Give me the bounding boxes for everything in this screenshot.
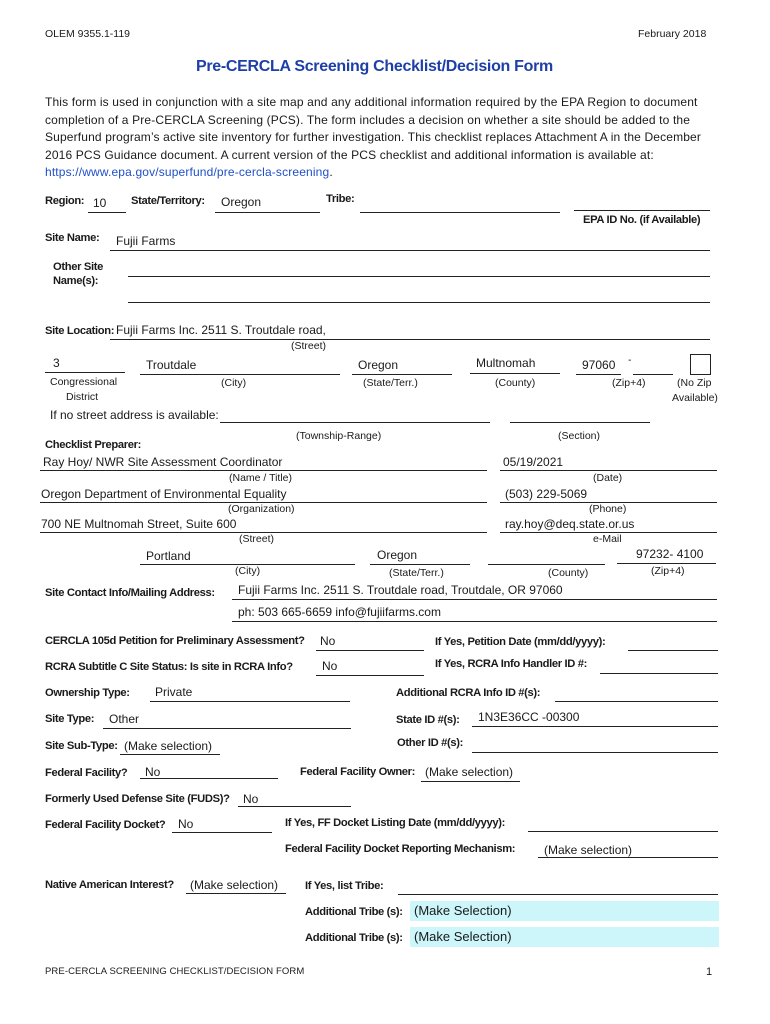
region-label: Region:	[45, 195, 85, 207]
intro-end: .	[329, 165, 333, 180]
additional-rcra-label: Additional RCRA Info ID #(s):	[396, 687, 541, 699]
state-caption: (State/Terr.)	[363, 377, 418, 389]
prep-zip-value[interactable]: 97232- 4100	[636, 547, 704, 561]
if-yes-tribe-label: If Yes, list Tribe:	[305, 880, 384, 892]
site-contact-underline-2	[232, 621, 717, 622]
native-american-underline	[186, 893, 286, 894]
township-range-field[interactable]	[220, 422, 490, 423]
no-zip-checkbox[interactable]	[690, 354, 711, 375]
site-subtype-value[interactable]: (Make selection)	[124, 739, 213, 753]
section-caption: (Section)	[558, 430, 601, 442]
preparer-name-underline	[40, 470, 487, 471]
state-id-value[interactable]: 1N3E36CC -00300	[478, 710, 580, 724]
congressional-caption-1: Congressional	[50, 376, 118, 388]
zip-underline	[576, 374, 621, 375]
no-zip-caption-2: Available)	[672, 392, 718, 404]
section-field[interactable]	[510, 422, 650, 423]
site-name-label: Site Name:	[45, 232, 100, 244]
federal-facility-underline	[140, 778, 278, 779]
if-yes-tribe-field[interactable]	[398, 894, 718, 895]
state-id-underline	[472, 726, 718, 727]
prep-zip-underline	[617, 563, 716, 564]
additional-tribe-label-1: Additional Tribe (s):	[305, 906, 403, 918]
county-underline	[470, 373, 560, 374]
native-american-label: Native American Interest?	[45, 879, 174, 891]
date-caption: (Date)	[593, 472, 623, 484]
additional-tribe-select-2[interactable]: (Make Selection)	[410, 927, 719, 947]
other-site-names-field-1[interactable]	[128, 276, 710, 277]
city-underline	[140, 374, 340, 375]
document-date: February 2018	[638, 28, 707, 40]
site-location-label: Site Location:	[45, 325, 115, 337]
other-id-field[interactable]	[472, 752, 718, 753]
rcra-handler-label: If Yes, RCRA Info Handler ID #:	[435, 658, 588, 670]
fuds-underline	[238, 806, 351, 807]
phone-caption: (Phone)	[589, 503, 627, 515]
ownership-type-value[interactable]: Private	[155, 685, 193, 699]
checklist-preparer-label: Checklist Preparer:	[45, 439, 141, 451]
site-subtype-label: Site Sub-Type:	[45, 740, 118, 752]
state-territory-underline	[215, 212, 320, 213]
page-title: Pre-CERCLA Screening Checklist/Decision Form	[196, 58, 553, 75]
region-value[interactable]: 10	[93, 196, 107, 210]
ff-docket-date-field[interactable]	[528, 831, 718, 832]
site-type-underline	[103, 728, 351, 729]
cercla-105d-label: CERCLA 105d Petition for Preliminary Assessment?	[45, 635, 305, 647]
federal-facility-label: Federal Facility?	[45, 767, 128, 779]
federal-facility-owner-label: Federal Facility Owner:	[300, 766, 416, 778]
additional-tribe-label-2: Additional Tribe (s):	[305, 932, 403, 944]
ownership-type-label: Ownership Type:	[45, 687, 130, 699]
county-value[interactable]: Multnomah	[476, 356, 536, 370]
ff-docket-date-label: If Yes, FF Docket Listing Date (mm/dd/yyyy):	[285, 817, 506, 829]
prep-state-underline	[370, 564, 470, 565]
native-american-value[interactable]: (Make selection)	[190, 878, 279, 892]
rcra-status-underline	[316, 675, 424, 676]
name-title-caption: (Name / Title)	[229, 472, 293, 484]
cercla-105d-value[interactable]: No	[320, 634, 336, 648]
fuds-label: Formerly Used Defense Site (FUDS)?	[45, 793, 230, 805]
region-underline	[88, 212, 126, 213]
ff-docket-underline	[172, 832, 272, 833]
prep-state-value[interactable]: Oregon	[377, 548, 418, 562]
state-value[interactable]: Oregon	[358, 358, 399, 372]
organization-caption: (Organization)	[228, 503, 295, 515]
zip4-caption: (Zip+4)	[612, 377, 646, 389]
site-location-underline	[110, 339, 710, 340]
cercla-105d-underline	[316, 650, 424, 651]
other-site-names-label-1: Other Site	[53, 261, 103, 273]
site-location-value[interactable]: Fujii Farms Inc. 2511 S. Troutdale road,	[116, 323, 326, 337]
petition-date-label: If Yes, Petition Date (mm/dd/yyyy):	[435, 636, 606, 648]
congressional-caption-2: District	[66, 391, 99, 403]
email-value[interactable]: ray.hoy@deq.state.or.us	[505, 517, 635, 531]
prep-street-value[interactable]: 700 NE Multnomah Street, Suite 600	[41, 517, 237, 531]
phone-value[interactable]: (503) 229-5069	[505, 487, 588, 501]
fuds-value[interactable]: No	[243, 792, 259, 806]
footer-title: PRE-CERCLA SCREENING CHECKLIST/DECISION FORM	[45, 966, 305, 977]
ff-docket-mechanism-value[interactable]: (Make selection)	[544, 843, 633, 857]
state-territory-value[interactable]: Oregon	[221, 195, 262, 209]
site-contact-underline-1	[232, 599, 717, 600]
email-caption: e-Mail	[593, 533, 622, 545]
pcs-link[interactable]: https://www.epa.gov/superfund/pre-cercla-screening	[45, 165, 330, 180]
rcra-handler-field[interactable]	[600, 673, 718, 674]
preparer-date-value[interactable]: 05/19/2021	[503, 455, 564, 469]
petition-date-field[interactable]	[628, 650, 718, 651]
site-type-label: Site Type:	[45, 713, 95, 725]
zip-value[interactable]: 97060	[582, 358, 616, 372]
congressional-district-underline	[45, 372, 125, 373]
city-caption: (City)	[221, 377, 247, 389]
page-number: 1	[706, 966, 713, 978]
additional-tribe-select-1[interactable]: (Make Selection)	[410, 901, 719, 921]
prep-zip-caption: (Zip+4)	[651, 565, 685, 577]
prep-county-field[interactable]	[488, 564, 605, 565]
street-caption: (Street)	[291, 340, 327, 352]
intro-paragraph	[45, 94, 710, 182]
prep-city-caption: (City)	[235, 565, 261, 577]
site-name-value[interactable]: Fujii Farms	[116, 234, 176, 248]
site-contact-label: Site Contact Info/Mailing Address:	[45, 587, 215, 599]
preparer-date-underline	[500, 470, 717, 471]
federal-facility-owner-underline	[421, 781, 520, 782]
city-value[interactable]: Troutdale	[146, 358, 197, 372]
ownership-type-underline	[150, 701, 350, 702]
township-range-caption: (Township-Range)	[296, 430, 382, 442]
prep-street-caption: (Street)	[239, 533, 275, 545]
zip-dash: -	[628, 354, 632, 366]
state-underline	[352, 374, 452, 375]
county-caption: (County)	[495, 377, 536, 389]
additional-rcra-field[interactable]	[555, 701, 718, 702]
site-name-underline	[110, 250, 710, 251]
document-reference: OLEM 9355.1-119	[45, 28, 131, 40]
prep-county-caption: (County)	[548, 567, 589, 579]
ff-docket-mechanism-underline	[538, 857, 718, 858]
site-type-value[interactable]: Other	[109, 712, 140, 726]
intro-text: This form is used in conjunction with a site map and any additional information required by the EPA Region to document completion of a Pre-CERCLA Screening (PCS). The form includes a decision on whether a site should be added to the Superfund program’s active site inventory for further investigation. This checklist replaces Attachment A in the December 2016 PCS Guidance document. A current version of the PCS checklist and additional information is available at:	[45, 95, 702, 162]
site-subtype-underline	[120, 754, 220, 755]
ff-docket-mechanism-label: Federal Facility Docket Reporting Mechanism:	[285, 843, 516, 855]
tribe-field[interactable]	[360, 212, 560, 213]
rcra-status-value[interactable]: No	[322, 659, 338, 673]
prep-city-value[interactable]: Portland	[146, 549, 191, 563]
federal-facility-owner-value[interactable]: (Make selection)	[425, 765, 514, 779]
no-zip-caption-1: (No Zip	[677, 377, 712, 389]
organization-value[interactable]: Oregon Department of Environmental Equality	[41, 487, 287, 501]
no-street-label: If no street address is available:	[50, 408, 219, 422]
zip4-underline[interactable]	[633, 374, 673, 375]
federal-facility-value[interactable]: No	[145, 765, 161, 779]
state-id-label: State ID #(s):	[396, 714, 460, 726]
tribe-label: Tribe:	[326, 193, 355, 205]
state-territory-label: State/Territory:	[131, 195, 205, 207]
preparer-name-value[interactable]: Ray Hoy/ NWR Site Assessment Coordinator	[43, 455, 283, 469]
rcra-status-label: RCRA Subtitle C Site Status: Is site in RCRA Info?	[45, 661, 293, 673]
site-contact-value-1[interactable]: Fujii Farms Inc. 2511 S. Troutdale road, Troutdale, OR 97060	[238, 583, 563, 597]
epa-id-field[interactable]	[574, 210, 710, 211]
ff-docket-label: Federal Facility Docket?	[45, 819, 166, 831]
congressional-district-value[interactable]: 3	[53, 356, 60, 370]
ff-docket-value[interactable]: No	[178, 817, 194, 831]
epa-id-label: EPA ID No. (if Available)	[583, 214, 701, 226]
prep-state-caption: (State/Terr.)	[389, 567, 444, 579]
other-id-label: Other ID #(s):	[397, 737, 463, 749]
other-site-names-label-2: Name(s):	[53, 275, 99, 287]
site-contact-value-2[interactable]: ph: 503 665-6659 info@fujiifarms.com	[238, 605, 441, 619]
other-site-names-field-2[interactable]	[128, 302, 710, 303]
